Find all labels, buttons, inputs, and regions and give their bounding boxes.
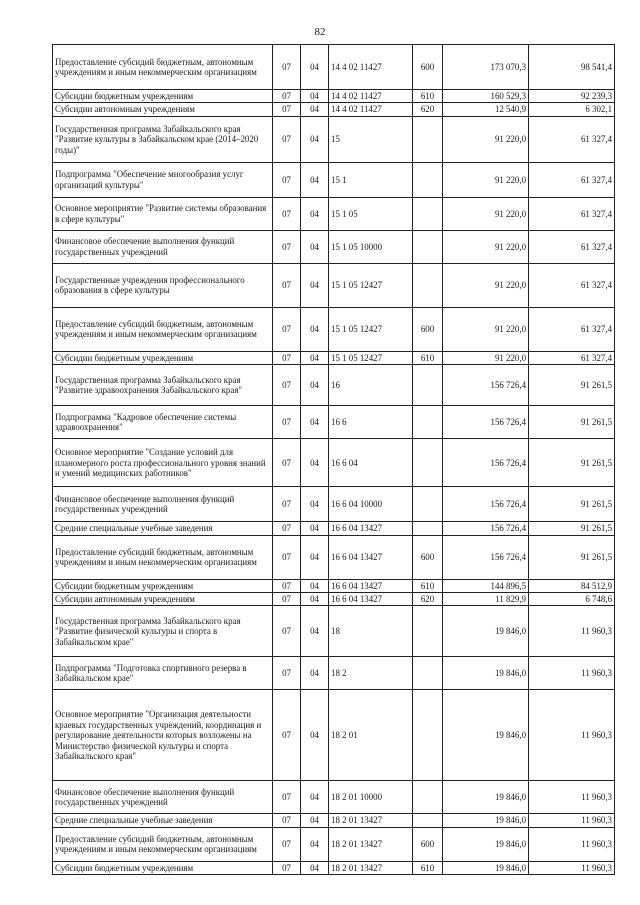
row-amount-plan: 160 529,3: [443, 90, 529, 103]
row-target-code: 16 6 04 13427: [329, 593, 413, 606]
row-target-code: 16: [329, 365, 413, 406]
row-subsection: 04: [301, 90, 329, 103]
row-amount-plan: 156 726,4: [443, 522, 529, 535]
row-expense-kind: [413, 690, 443, 781]
row-expense-kind: [413, 522, 443, 535]
row-amount-actual: 91 261,5: [529, 522, 615, 535]
table-row: [53, 690, 615, 781]
row-expense-kind: 610: [413, 351, 443, 364]
table-row: [53, 606, 615, 657]
row-target-code: 14 4 02 11427: [329, 45, 413, 90]
table-row: [53, 657, 615, 690]
row-subsection: 04: [301, 522, 329, 535]
row-amount-actual: 11 960,3: [529, 781, 615, 814]
row-subsection: 04: [301, 406, 329, 439]
row-name: Подпрограмма "Кадровое обеспечение системы здравоохранения": [53, 406, 273, 439]
row-name: Финансовое обеспечение выполнения функций государственных учреждений: [53, 487, 273, 522]
row-section: 07: [273, 657, 301, 690]
row-amount-actual: 91 261,5: [529, 535, 615, 579]
row-subsection: 04: [301, 197, 329, 230]
row-section: 07: [273, 103, 301, 116]
table-row: [53, 263, 615, 307]
row-subsection: 04: [301, 351, 329, 364]
row-target-code: 18 2 01 13427: [329, 861, 413, 874]
row-expense-kind: 600: [413, 535, 443, 579]
row-name: Предоставление субсидий бюджетным, автономным учреждениям и иным некоммерческим организациям: [53, 827, 273, 861]
table-row: [53, 45, 615, 90]
row-amount-actual: 11 960,3: [529, 606, 615, 657]
row-section: 07: [273, 90, 301, 103]
row-target-code: 15 1: [329, 162, 413, 197]
row-target-code: 18 2 01 10000: [329, 781, 413, 814]
row-expense-kind: [413, 365, 443, 406]
row-subsection: 04: [301, 606, 329, 657]
row-section: 07: [273, 781, 301, 814]
row-section: 07: [273, 522, 301, 535]
row-name: Основное мероприятие "Создание условий для планомерного роста профессионального уровня знаний и умений медицинских работников": [53, 439, 273, 487]
row-amount-plan: 91 220,0: [443, 116, 529, 162]
row-amount-plan: 91 220,0: [443, 162, 529, 197]
row-name: Финансовое обеспечение выполнения функций государственных учреждений: [53, 230, 273, 263]
row-subsection: 04: [301, 827, 329, 861]
row-name: Субсидии бюджетным учреждениям: [53, 579, 273, 592]
table-row: [53, 230, 615, 263]
row-section: 07: [273, 535, 301, 579]
row-subsection: 04: [301, 657, 329, 690]
row-amount-plan: 19 846,0: [443, 657, 529, 690]
row-amount-plan: 12 540,9: [443, 103, 529, 116]
row-amount-actual: 61 327,4: [529, 263, 615, 307]
row-target-code: 18: [329, 606, 413, 657]
row-section: 07: [273, 230, 301, 263]
row-subsection: 04: [301, 781, 329, 814]
row-expense-kind: 610: [413, 861, 443, 874]
row-name: Основное мероприятие "Развитие системы образования в сфере культуры": [53, 197, 273, 230]
row-name: Основное мероприятие "Организация деятельности краевых государственных учреждений, координация и регулирование деятельности которых возложены на Министерство физической культуры и спорта Забайкальского края": [53, 690, 273, 781]
row-name: Средние специальные учебные заведения: [53, 522, 273, 535]
row-amount-plan: 156 726,4: [443, 535, 529, 579]
row-name: Финансовое обеспечение выполнения функций государственных учреждений: [53, 781, 273, 814]
row-subsection: 04: [301, 45, 329, 90]
row-section: 07: [273, 487, 301, 522]
row-amount-plan: 144 896,5: [443, 579, 529, 592]
row-section: 07: [273, 827, 301, 861]
row-amount-actual: 92 239,3: [529, 90, 615, 103]
row-name: Подпрограмма "Подготовка спортивного резерва в Забайкальском крае": [53, 657, 273, 690]
row-name: Субсидии автономным учреждениям: [53, 103, 273, 116]
row-expense-kind: 600: [413, 827, 443, 861]
table-row: [53, 365, 615, 406]
budget-table: [52, 44, 615, 875]
row-target-code: 16 6: [329, 406, 413, 439]
row-name: Государственная программа Забайкальского края "Развитие физической культуры и спорта в Забайкальском крае": [53, 606, 273, 657]
row-target-code: 18 2 01 13427: [329, 814, 413, 827]
row-amount-actual: 91 261,5: [529, 487, 615, 522]
row-amount-plan: 19 846,0: [443, 827, 529, 861]
row-expense-kind: 620: [413, 103, 443, 116]
row-name: Государственные учреждения профессионального образования в сфере культуры: [53, 263, 273, 307]
row-target-code: 14 4 02 11427: [329, 103, 413, 116]
row-subsection: 04: [301, 365, 329, 406]
table-row: [53, 351, 615, 364]
table-row: [53, 814, 615, 827]
row-target-code: 16 6 04: [329, 439, 413, 487]
row-section: 07: [273, 593, 301, 606]
row-amount-plan: 91 220,0: [443, 197, 529, 230]
row-name: Подпрограмма "Обеспечение многообразия услуг организаций культуры": [53, 162, 273, 197]
row-amount-plan: 156 726,4: [443, 365, 529, 406]
row-name: Государственная программа Забайкальского края "Развитие культуры в Забайкальском крае (2014–2020 годы)": [53, 116, 273, 162]
row-amount-actual: 11 960,3: [529, 827, 615, 861]
row-name: Субсидии бюджетным учреждениям: [53, 861, 273, 874]
row-expense-kind: [413, 814, 443, 827]
row-section: 07: [273, 45, 301, 90]
row-amount-actual: 11 960,3: [529, 861, 615, 874]
row-amount-plan: 156 726,4: [443, 487, 529, 522]
table-row: [53, 162, 615, 197]
table-row: [53, 522, 615, 535]
row-amount-plan: 173 070,3: [443, 45, 529, 90]
row-subsection: 04: [301, 690, 329, 781]
table-row: [53, 439, 615, 487]
row-amount-plan: 19 846,0: [443, 606, 529, 657]
table-row: [53, 406, 615, 439]
row-section: 07: [273, 406, 301, 439]
table-row: [53, 593, 615, 606]
row-name: Субсидии автономным учреждениям: [53, 593, 273, 606]
row-amount-plan: 11 829,9: [443, 593, 529, 606]
row-subsection: 04: [301, 814, 329, 827]
row-amount-actual: 11 960,3: [529, 690, 615, 781]
row-amount-actual: 61 327,4: [529, 197, 615, 230]
row-amount-plan: 19 846,0: [443, 781, 529, 814]
row-name: Государственная программа Забайкальского края "Развитие здравоохранения Забайкальского края": [53, 365, 273, 406]
row-expense-kind: [413, 162, 443, 197]
table-row: [53, 197, 615, 230]
row-amount-actual: 91 261,5: [529, 365, 615, 406]
row-expense-kind: [413, 263, 443, 307]
row-expense-kind: [413, 197, 443, 230]
row-amount-actual: 98 541,4: [529, 45, 615, 90]
row-expense-kind: [413, 116, 443, 162]
row-target-code: 16 6 04 10000: [329, 487, 413, 522]
page-number: 82: [314, 26, 326, 38]
row-name: Предоставление субсидий бюджетным, автономным учреждениям и иным некоммерческим организациям: [53, 307, 273, 351]
table-row: [53, 307, 615, 351]
row-target-code: 18 2 01: [329, 690, 413, 781]
row-expense-kind: [413, 487, 443, 522]
row-amount-actual: 6 302,1: [529, 103, 615, 116]
row-expense-kind: [413, 406, 443, 439]
table-row: [53, 781, 615, 814]
table-row: [53, 487, 615, 522]
row-amount-actual: 91 261,5: [529, 406, 615, 439]
row-subsection: 04: [301, 103, 329, 116]
row-expense-kind: 600: [413, 45, 443, 90]
table-row: [53, 827, 615, 861]
table-row: [53, 535, 615, 579]
row-subsection: 04: [301, 116, 329, 162]
row-section: 07: [273, 197, 301, 230]
row-expense-kind: [413, 439, 443, 487]
row-amount-plan: 156 726,4: [443, 439, 529, 487]
row-section: 07: [273, 579, 301, 592]
row-amount-plan: 19 846,0: [443, 861, 529, 874]
row-subsection: 04: [301, 230, 329, 263]
row-target-code: 18 2 01 13427: [329, 827, 413, 861]
row-amount-actual: 84 512,9: [529, 579, 615, 592]
row-section: 07: [273, 439, 301, 487]
row-section: 07: [273, 162, 301, 197]
row-amount-plan: 91 220,0: [443, 230, 529, 263]
table-row: [53, 861, 615, 874]
row-expense-kind: 620: [413, 593, 443, 606]
row-amount-plan: 156 726,4: [443, 406, 529, 439]
row-subsection: 04: [301, 487, 329, 522]
row-section: 07: [273, 351, 301, 364]
table-row: [53, 579, 615, 592]
row-expense-kind: [413, 657, 443, 690]
table-row: [53, 116, 615, 162]
row-subsection: 04: [301, 307, 329, 351]
row-amount-actual: 61 327,4: [529, 230, 615, 263]
row-section: 07: [273, 814, 301, 827]
row-amount-plan: 19 846,0: [443, 690, 529, 781]
row-subsection: 04: [301, 263, 329, 307]
row-section: 07: [273, 365, 301, 406]
row-target-code: 16 6 04 13427: [329, 535, 413, 579]
row-name: Средние специальные учебные заведения: [53, 814, 273, 827]
row-amount-actual: 61 327,4: [529, 307, 615, 351]
row-amount-actual: 61 327,4: [529, 351, 615, 364]
row-target-code: 15 1 05 10000: [329, 230, 413, 263]
row-target-code: 15 1 05 12427: [329, 263, 413, 307]
row-expense-kind: 600: [413, 307, 443, 351]
row-target-code: 15 1 05 12427: [329, 307, 413, 351]
row-section: 07: [273, 307, 301, 351]
row-amount-actual: 61 327,4: [529, 116, 615, 162]
row-target-code: 16 6 04 13427: [329, 522, 413, 535]
row-target-code: 14 4 02 11427: [329, 90, 413, 103]
row-expense-kind: 610: [413, 90, 443, 103]
row-expense-kind: [413, 606, 443, 657]
row-subsection: 04: [301, 162, 329, 197]
row-name: Субсидии бюджетным учреждениям: [53, 90, 273, 103]
table-row: [53, 103, 615, 116]
row-subsection: 04: [301, 861, 329, 874]
row-section: 07: [273, 690, 301, 781]
row-target-code: 15 1 05: [329, 197, 413, 230]
table-row: [53, 90, 615, 103]
row-section: 07: [273, 861, 301, 874]
row-section: 07: [273, 116, 301, 162]
row-subsection: 04: [301, 593, 329, 606]
row-name: Предоставление субсидий бюджетным, автономным учреждениям и иным некоммерческим организациям: [53, 45, 273, 90]
row-target-code: 15: [329, 116, 413, 162]
row-expense-kind: 610: [413, 579, 443, 592]
row-amount-plan: 91 220,0: [443, 263, 529, 307]
row-name: Субсидии бюджетным учреждениям: [53, 351, 273, 364]
table-body: [53, 45, 615, 875]
row-section: 07: [273, 606, 301, 657]
row-amount-plan: 91 220,0: [443, 351, 529, 364]
row-amount-actual: 61 327,4: [529, 162, 615, 197]
row-subsection: 04: [301, 535, 329, 579]
row-subsection: 04: [301, 579, 329, 592]
row-amount-actual: 6 748,6: [529, 593, 615, 606]
row-subsection: 04: [301, 439, 329, 487]
row-name: Предоставление субсидий бюджетным, автономным учреждениям и иным некоммерческим организациям: [53, 535, 273, 579]
row-amount-plan: 91 220,0: [443, 307, 529, 351]
row-expense-kind: [413, 230, 443, 263]
row-amount-actual: 11 960,3: [529, 814, 615, 827]
row-target-code: 16 6 04 13427: [329, 579, 413, 592]
row-target-code: 15 1 05 12427: [329, 351, 413, 364]
row-target-code: 18 2: [329, 657, 413, 690]
row-amount-plan: 19 846,0: [443, 814, 529, 827]
row-section: 07: [273, 263, 301, 307]
row-amount-actual: 91 261,5: [529, 439, 615, 487]
row-amount-actual: 11 960,3: [529, 657, 615, 690]
row-expense-kind: [413, 781, 443, 814]
